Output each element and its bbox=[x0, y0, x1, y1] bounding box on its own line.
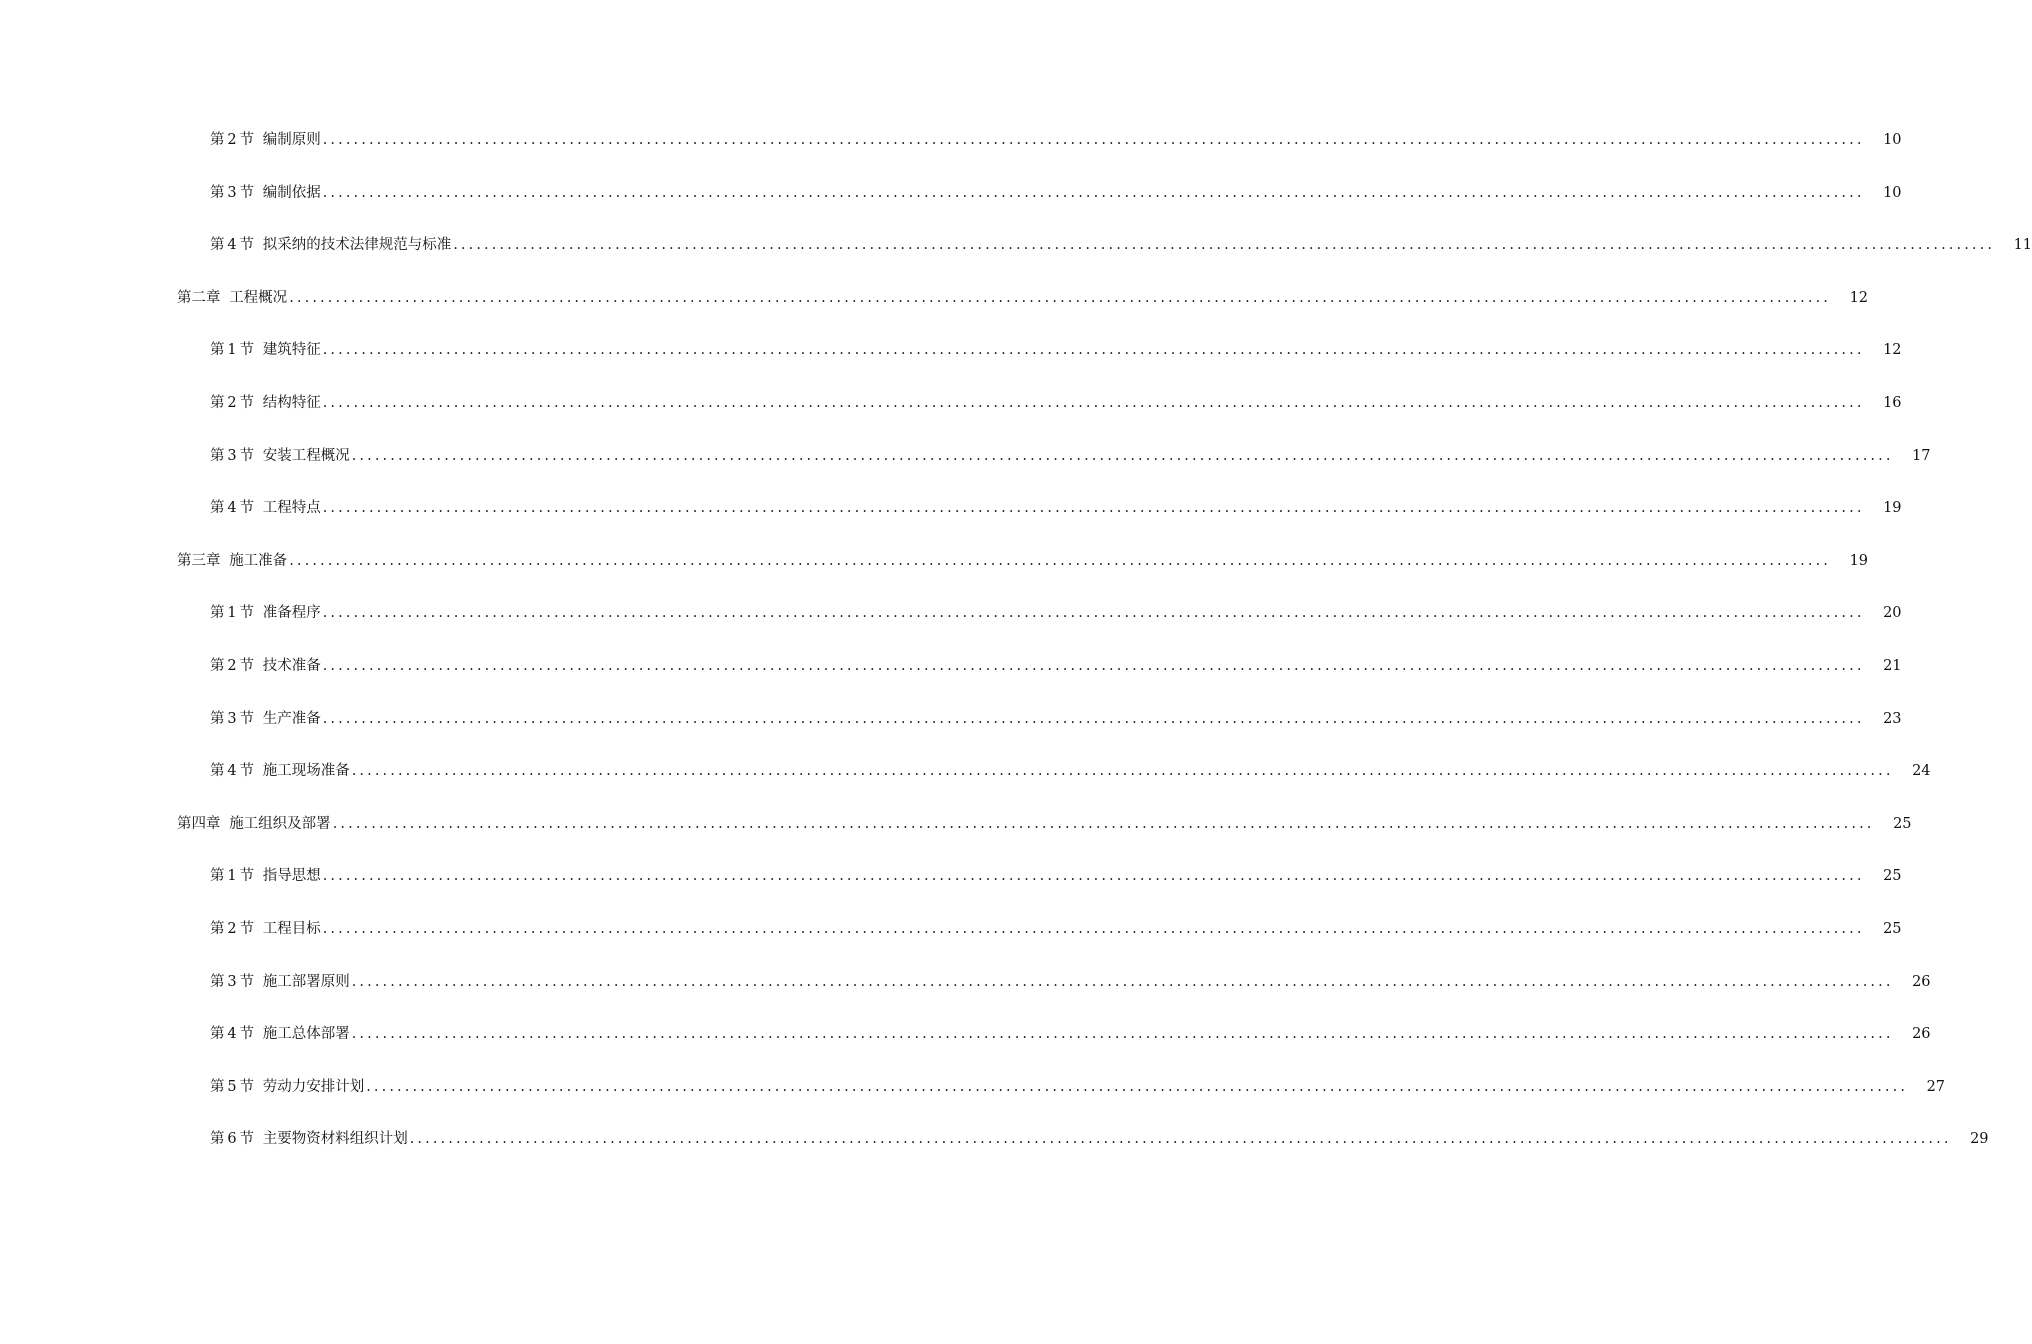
toc-entry-prefix: 第 bbox=[210, 184, 225, 201]
toc-page-number: 10 bbox=[1883, 184, 1902, 201]
toc-entry-number: 4 bbox=[227, 1026, 237, 1043]
toc-page-number: 25 bbox=[1883, 868, 1902, 885]
toc-dot-leader: ........................................................................................................................................................................................................ bbox=[322, 132, 1865, 149]
toc-entry-prefix: 第 bbox=[210, 605, 225, 622]
toc-entry-prefix: 第四章 bbox=[177, 815, 221, 832]
toc-dot-leader: ........................................................................................................................................................................................................ bbox=[351, 447, 1894, 464]
toc-entry-suffix: 节 bbox=[239, 710, 255, 727]
toc-dot-leader: ........................................................................................................................................................................................................ bbox=[322, 500, 1865, 517]
toc-entry-label bbox=[210, 975, 350, 990]
toc-entry-prefix: 第 bbox=[210, 237, 225, 254]
toc-entry-suffix: 节 bbox=[239, 184, 255, 201]
toc-entry-number: 1 bbox=[227, 605, 237, 622]
toc-section-entry[interactable] bbox=[0, 1113, 1989, 1166]
toc-dot-leader: ........................................................................................................................................................................................................ bbox=[322, 657, 1865, 674]
toc-entry-suffix: 节 bbox=[239, 657, 255, 674]
toc-entry-label bbox=[210, 396, 321, 411]
toc-entry-prefix: 第 bbox=[210, 710, 225, 727]
toc-dot-leader: ........................................................................................................................................................................................................ bbox=[351, 763, 1894, 780]
toc-section-entry[interactable] bbox=[0, 1008, 1931, 1061]
toc-entry-number: 2 bbox=[227, 395, 237, 412]
toc-entry-label bbox=[177, 817, 331, 832]
toc-entry-title: 工程特点 bbox=[262, 500, 321, 517]
toc-dot-leader: ........................................................................................................................................................................................................ bbox=[322, 920, 1865, 937]
toc-entry-prefix: 第二章 bbox=[177, 289, 221, 306]
toc-page-number: 23 bbox=[1883, 710, 1902, 727]
toc-page-number: 11 bbox=[2013, 237, 2032, 254]
toc-chapter-entry[interactable] bbox=[0, 535, 1869, 588]
toc-entry-number: 3 bbox=[227, 973, 237, 990]
toc-page-number: 26 bbox=[1912, 973, 1931, 990]
toc-entry-label bbox=[210, 133, 321, 148]
toc-section-entry[interactable] bbox=[0, 1061, 1946, 1114]
toc-dot-leader: ........................................................................................................................................................................................................ bbox=[366, 1078, 1909, 1095]
toc-entry-title: 结构特征 bbox=[262, 395, 321, 412]
toc-page-number: 24 bbox=[1912, 763, 1931, 780]
toc-page-number: 19 bbox=[1849, 552, 1869, 569]
toc-chapter-entry[interactable] bbox=[0, 798, 1912, 851]
toc-entry-number: 3 bbox=[227, 447, 237, 464]
toc-entry-suffix: 节 bbox=[239, 920, 255, 937]
toc-entry-prefix: 第 bbox=[210, 1131, 225, 1148]
toc-entry-prefix: 第 bbox=[210, 657, 225, 674]
toc-entry-title: 工程概况 bbox=[229, 289, 288, 306]
toc-page-number: 10 bbox=[1883, 132, 1902, 149]
toc-entry-number: 6 bbox=[227, 1131, 237, 1148]
toc-entry-suffix: 节 bbox=[239, 500, 255, 517]
toc-entry-title: 施工总体部署 bbox=[262, 1026, 350, 1043]
toc-entry-label bbox=[210, 1027, 350, 1042]
toc-entry-prefix: 第三章 bbox=[177, 552, 221, 569]
toc-page-number: 16 bbox=[1883, 395, 1902, 412]
toc-entry-suffix: 节 bbox=[239, 605, 255, 622]
toc-entry-suffix: 节 bbox=[239, 1078, 255, 1095]
toc-entry-prefix: 第 bbox=[210, 1078, 225, 1095]
toc-dot-leader: ........................................................................................................................................................................................................ bbox=[453, 237, 1996, 254]
toc-entry-prefix: 第 bbox=[210, 973, 225, 990]
toc-entry-suffix: 节 bbox=[239, 132, 255, 149]
toc-entry-label bbox=[210, 922, 321, 937]
toc-section-entry[interactable] bbox=[0, 903, 1902, 956]
toc-entry-number: 5 bbox=[227, 1078, 237, 1095]
toc-page-number: 25 bbox=[1893, 815, 1912, 832]
toc-entry-label bbox=[210, 1080, 364, 1095]
toc-section-entry[interactable] bbox=[0, 377, 1902, 430]
toc-dot-leader: ........................................................................................................................................................................................................ bbox=[322, 395, 1865, 412]
toc-entry-suffix: 节 bbox=[239, 973, 255, 990]
toc-entry-suffix: 节 bbox=[239, 237, 255, 254]
toc-section-entry[interactable] bbox=[0, 430, 1931, 483]
toc-section-entry[interactable] bbox=[0, 850, 1902, 903]
toc-entry-title: 劳动力安排计划 bbox=[262, 1078, 365, 1095]
toc-dot-leader: ........................................................................................................................................................................................................ bbox=[322, 868, 1865, 885]
toc-entry-number: 2 bbox=[227, 920, 237, 937]
toc-page-number: 25 bbox=[1883, 920, 1902, 937]
toc-page-number: 27 bbox=[1926, 1078, 1946, 1095]
toc-entry-number: 4 bbox=[227, 763, 237, 780]
toc-entry-title: 施工部署原则 bbox=[262, 973, 350, 990]
toc-entry-title: 主要物资材料组织计划 bbox=[262, 1131, 408, 1148]
toc-entry-title: 编制原则 bbox=[262, 132, 321, 149]
toc-entry-prefix: 第 bbox=[210, 920, 225, 937]
toc-entry-suffix: 节 bbox=[239, 395, 255, 412]
toc-dot-leader: ........................................................................................................................................................................................................ bbox=[322, 342, 1865, 359]
toc-entry-title: 施工现场准备 bbox=[262, 763, 350, 780]
toc-entry-prefix: 第 bbox=[210, 342, 225, 359]
toc-dot-leader: ........................................................................................................................................................................................................ bbox=[322, 710, 1865, 727]
toc-entry-label bbox=[210, 659, 321, 674]
table-of-contents bbox=[0, 114, 2032, 1166]
toc-entry-title: 施工组织及部署 bbox=[229, 815, 331, 832]
toc-entry-suffix: 节 bbox=[239, 447, 255, 464]
toc-section-entry[interactable] bbox=[0, 956, 1931, 1009]
toc-entry-prefix: 第 bbox=[210, 500, 225, 517]
toc-page-number: 12 bbox=[1883, 342, 1902, 359]
toc-section-entry[interactable] bbox=[0, 324, 1902, 377]
toc-entry-label bbox=[210, 238, 451, 253]
toc-entry-label bbox=[210, 501, 321, 516]
toc-entry-suffix: 节 bbox=[239, 868, 255, 885]
toc-entry-label bbox=[210, 869, 321, 884]
toc-entry-prefix: 第 bbox=[210, 1026, 225, 1043]
toc-entry-title: 准备程序 bbox=[262, 605, 321, 622]
toc-entry-prefix: 第 bbox=[210, 132, 225, 149]
toc-section-entry[interactable] bbox=[0, 587, 1902, 640]
toc-entry-label bbox=[210, 606, 321, 621]
toc-entry-title: 技术准备 bbox=[262, 657, 321, 674]
toc-entry-title: 工程目标 bbox=[262, 920, 321, 937]
toc-dot-leader: ........................................................................................................................................................................................................ bbox=[409, 1131, 1952, 1148]
toc-entry-title: 安装工程概况 bbox=[262, 447, 350, 464]
toc-section-entry[interactable] bbox=[0, 482, 1902, 535]
toc-entry-label bbox=[210, 343, 321, 358]
toc-page-number: 12 bbox=[1849, 289, 1869, 306]
toc-entry-number: 3 bbox=[227, 710, 237, 727]
toc-entry-prefix: 第 bbox=[210, 868, 225, 885]
toc-section-entry[interactable] bbox=[0, 745, 1931, 798]
toc-section-entry[interactable] bbox=[0, 219, 2032, 272]
toc-dot-leader: ........................................................................................................................................................................................................ bbox=[322, 605, 1865, 622]
toc-dot-leader: ........................................................................................................................................................................................................ bbox=[332, 815, 1875, 832]
toc-entry-suffix: 节 bbox=[239, 763, 255, 780]
toc-page-number: 17 bbox=[1912, 447, 1931, 464]
toc-entry-prefix: 第 bbox=[210, 447, 225, 464]
toc-entry-label bbox=[210, 712, 321, 727]
toc-dot-leader: ........................................................................................................................................................................................................ bbox=[322, 184, 1865, 201]
toc-page-number: 19 bbox=[1883, 500, 1902, 517]
toc-entry-prefix: 第 bbox=[210, 395, 225, 412]
toc-chapter-entry[interactable] bbox=[0, 272, 1869, 325]
toc-entry-label bbox=[210, 186, 321, 201]
toc-entry-label bbox=[177, 554, 287, 569]
toc-dot-leader: ........................................................................................................................................................................................................ bbox=[289, 552, 1832, 569]
toc-entry-number: 2 bbox=[227, 657, 237, 674]
toc-section-entry[interactable] bbox=[0, 640, 1902, 693]
toc-page-number: 20 bbox=[1883, 605, 1902, 622]
toc-entry-title: 指导思想 bbox=[262, 868, 321, 885]
toc-entry-label bbox=[210, 449, 350, 464]
toc-entry-number: 4 bbox=[227, 500, 237, 517]
toc-entry-title: 建筑特征 bbox=[262, 342, 321, 359]
toc-section-entry[interactable] bbox=[0, 167, 1902, 220]
toc-entry-number: 1 bbox=[227, 868, 237, 885]
toc-entry-number: 4 bbox=[227, 237, 237, 254]
toc-section-entry[interactable] bbox=[0, 693, 1902, 746]
toc-page-number: 29 bbox=[1970, 1131, 1989, 1148]
toc-entry-label bbox=[177, 291, 287, 306]
toc-entry-number: 3 bbox=[227, 184, 237, 201]
toc-entry-suffix: 节 bbox=[239, 1026, 255, 1043]
toc-entry-title: 编制依据 bbox=[262, 184, 321, 201]
toc-entry-number: 1 bbox=[227, 342, 237, 359]
toc-dot-leader: ........................................................................................................................................................................................................ bbox=[351, 973, 1894, 990]
toc-entry-title: 拟采纳的技术法律规范与标准 bbox=[262, 237, 452, 254]
toc-dot-leader: ........................................................................................................................................................................................................ bbox=[351, 1026, 1894, 1043]
toc-entry-prefix: 第 bbox=[210, 763, 225, 780]
toc-section-entry[interactable] bbox=[0, 114, 1902, 167]
toc-dot-leader: ........................................................................................................................................................................................................ bbox=[289, 289, 1832, 306]
toc-entry-suffix: 节 bbox=[239, 342, 255, 359]
toc-entry-label bbox=[210, 764, 350, 779]
toc-entry-title: 施工准备 bbox=[229, 552, 288, 569]
toc-page-number: 21 bbox=[1883, 657, 1902, 674]
toc-page-number: 26 bbox=[1912, 1026, 1931, 1043]
toc-entry-suffix: 节 bbox=[239, 1131, 255, 1148]
toc-entry-label bbox=[210, 1132, 408, 1147]
toc-entry-title: 生产准备 bbox=[262, 710, 321, 727]
toc-entry-number: 2 bbox=[227, 132, 237, 149]
